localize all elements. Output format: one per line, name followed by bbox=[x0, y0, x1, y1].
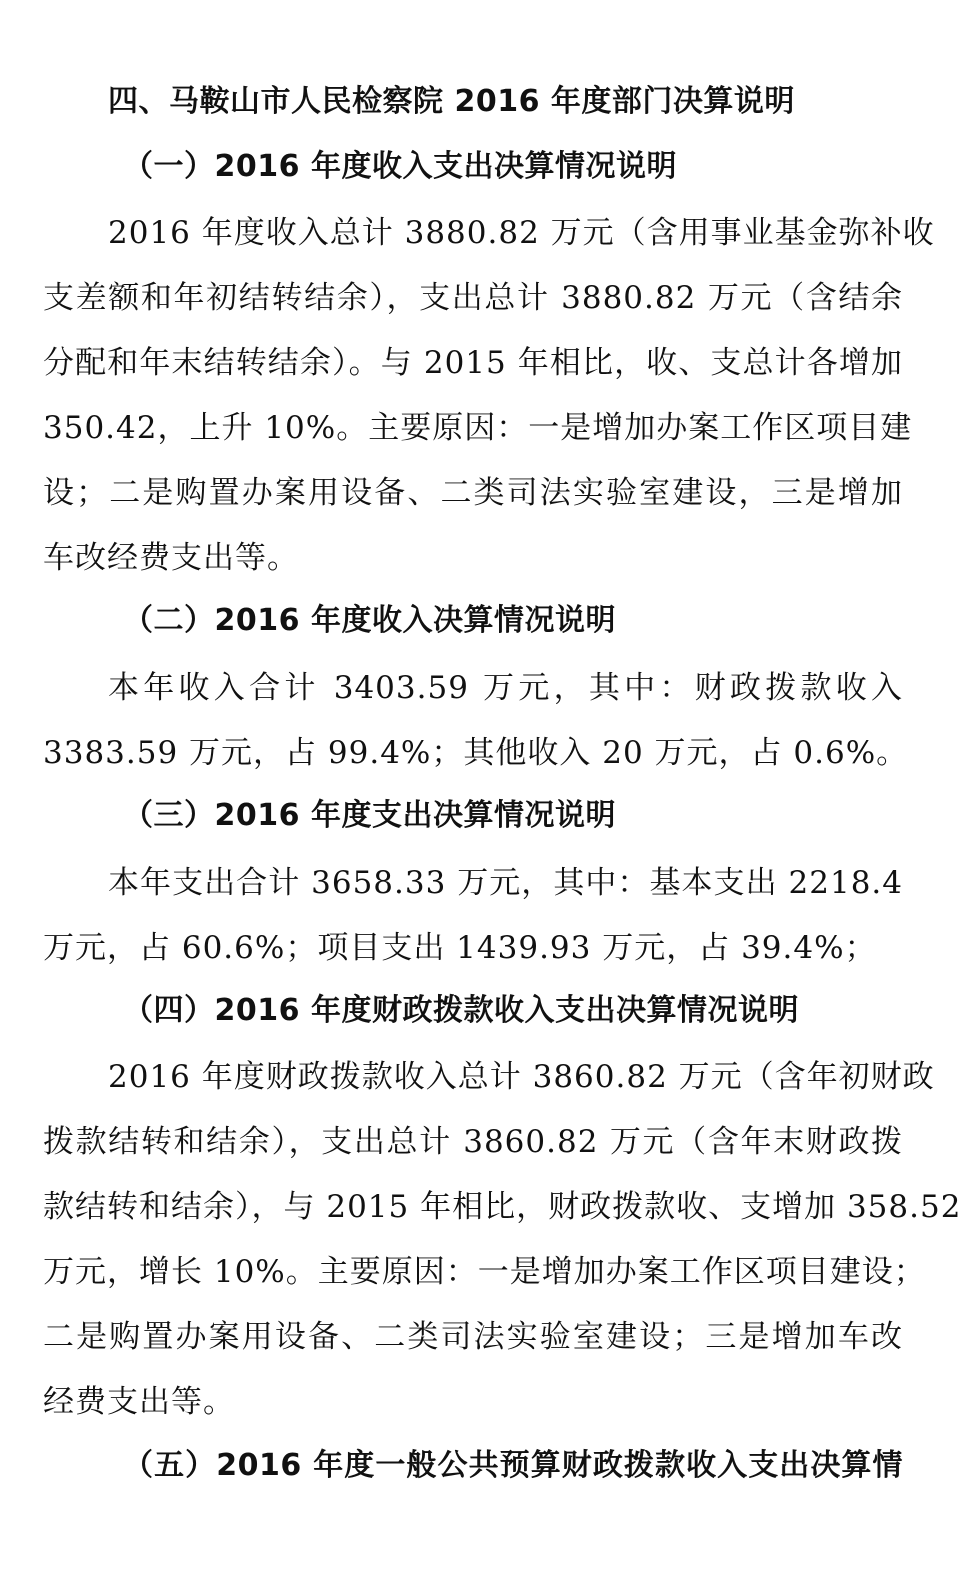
section-5-heading: （五）2016 年度一般公共预算财政拨款收入支出决算情 bbox=[123, 1448, 903, 1483]
section-1-heading: （一）2016 年度收入支出决算情况说明 bbox=[123, 149, 677, 184]
paragraph-line: 分配和年末结转结余）。与 2015 年相比，收、支总计各增加 bbox=[43, 345, 903, 381]
paragraph-line: 本年收入合计 3403.59 万元，其中：财政拨款收入 bbox=[108, 670, 903, 706]
paragraph-line: 二是购置办案用设备、二类司法实验室建设；三是增加车改 bbox=[43, 1319, 903, 1355]
paragraph-line: 款结转和结余），与 2015 年相比，财政拨款收、支增加 358.52 bbox=[43, 1189, 962, 1225]
paragraph-line: 2016 年度收入总计 3880.82 万元（含用事业基金弥补收 bbox=[108, 215, 935, 251]
paragraph-line: 经费支出等。 bbox=[43, 1384, 235, 1420]
paragraph-line: 万元，增长 10%。主要原因：一是增加办案工作区项目建设； bbox=[43, 1254, 926, 1290]
paragraph-line: 设；二是购置办案用设备、二类司法实验室建设，三是增加 bbox=[43, 475, 903, 511]
section-4-heading: （四）2016 年度财政拨款收入支出决算情况说明 bbox=[123, 993, 799, 1028]
paragraph-line: 3383.59 万元，占 99.4%；其他收入 20 万元，占 0.6%。 bbox=[43, 735, 909, 771]
paragraph-line: 拨款结转和结余），支出总计 3860.82 万元（含年末财政拨 bbox=[43, 1124, 903, 1160]
paragraph-line: 车改经费支出等。 bbox=[43, 540, 299, 576]
section-2-heading: （二）2016 年度收入决算情况说明 bbox=[123, 603, 616, 638]
paragraph-line: 万元，占 60.6%；项目支出 1439.93 万元，占 39.4%； bbox=[43, 930, 877, 966]
document-title: 四、马鞍山市人民检察院 2016 年度部门决算说明 bbox=[108, 84, 795, 119]
paragraph-line: 本年支出合计 3658.33 万元，其中：基本支出 2218.4 bbox=[108, 865, 903, 901]
paragraph-line: 支差额和年初结转结余），支出总计 3880.82 万元（含结余 bbox=[43, 280, 903, 316]
paragraph-line: 350.42，上升 10%。主要原因：一是增加办案工作区项目建 bbox=[43, 410, 913, 446]
paragraph-line: 2016 年度财政拨款收入总计 3860.82 万元（含年初财政 bbox=[108, 1059, 935, 1095]
section-3-heading: （三）2016 年度支出决算情况说明 bbox=[123, 798, 616, 833]
